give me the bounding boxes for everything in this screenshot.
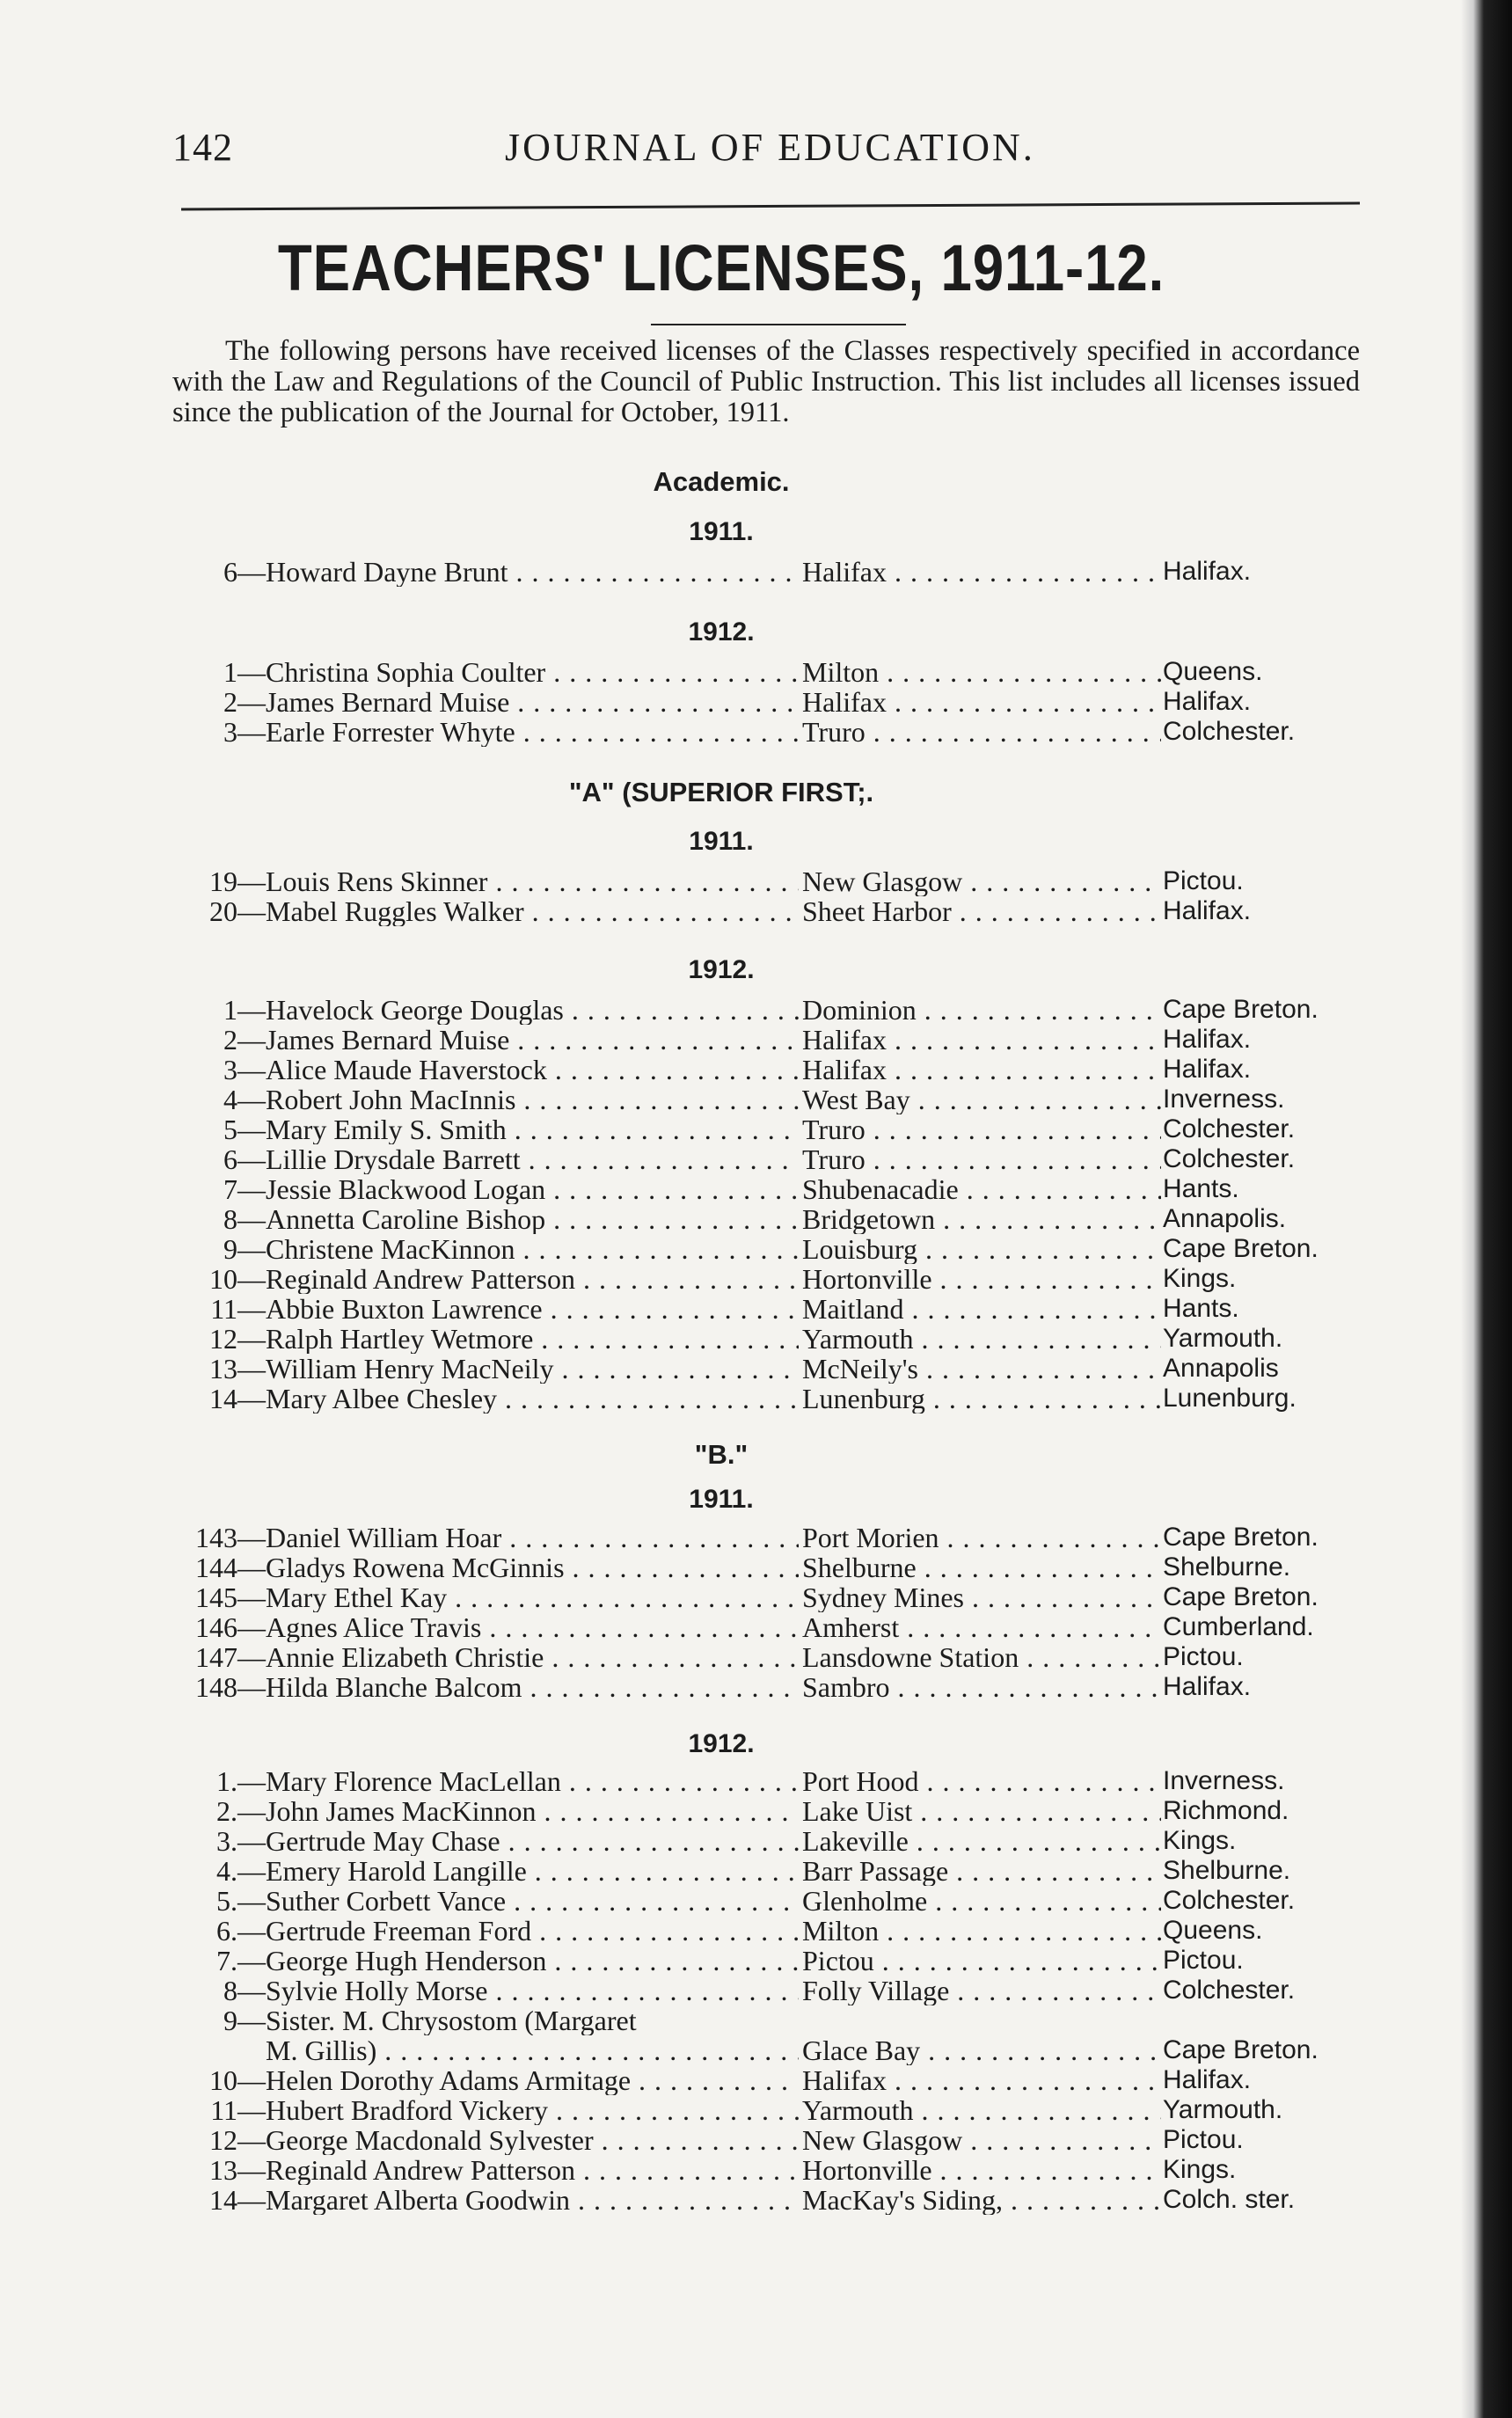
entry-county: Yarmouth. (1163, 2095, 1283, 2124)
teacher-name: Earle Forrester Whyte . . . (266, 717, 799, 747)
entry-place: MacKay's Siding, . . . (802, 2185, 1161, 2215)
year-heading: 1912. (688, 955, 755, 984)
year-heading: 1911. (689, 827, 754, 856)
list-item (0, 1324, 1372, 1354)
entry-place: New Glasgow . . . (802, 2125, 1161, 2155)
entry-place: Halifax . . . (802, 687, 1161, 717)
list-item (0, 1384, 1372, 1414)
entry-number: 4— (223, 1084, 266, 1115)
entry-place: Lake Uist . . . (802, 1796, 1161, 1826)
entry-place: Halifax . . . (802, 2065, 1161, 2095)
teacher-name: Emery Harold Langille . . . (266, 1856, 799, 1886)
list-item (0, 1642, 1372, 1672)
entry-place: Louisburg . . . (802, 1234, 1161, 1264)
teacher-name: Annetta Caroline Bishop . . . (266, 1204, 799, 1234)
entry-county: Hants. (1163, 1294, 1239, 1323)
entry-number: 2— (223, 686, 266, 718)
teacher-name: Alice Maude Haverstock . . . (266, 1055, 799, 1085)
entry-county: Halifax. (1163, 1055, 1252, 1084)
list-item (0, 1354, 1372, 1384)
list-item (0, 1946, 1372, 1976)
entry-place: Halifax . . . (802, 557, 1161, 587)
entry-number: 7— (223, 1173, 266, 1205)
list-item (0, 1025, 1372, 1055)
teacher-name: Mary Florence MacLellan . . . (266, 1766, 799, 1796)
teacher-name: Margaret Alberta Goodwin . . . (266, 2185, 799, 2215)
entry-county: Halifax. (1163, 1025, 1252, 1054)
entry-county: Colchester. (1163, 1114, 1296, 1143)
entry-place: McNeily's . . . (802, 1354, 1161, 1384)
entry-county: Pictou. (1163, 2125, 1244, 2154)
entry-number: 9— (223, 1233, 266, 1265)
list-item (0, 687, 1372, 717)
entry-number: 8— (223, 1975, 266, 2006)
entry-number: 6— (223, 1143, 266, 1175)
entry-county: Yarmouth. (1163, 1324, 1283, 1353)
entry-number: 5.— (216, 1885, 266, 1917)
page-number: 142 (172, 126, 233, 169)
list-item (0, 1204, 1372, 1234)
list-item (0, 896, 1372, 926)
entry-county: Halifax. (1163, 557, 1252, 586)
list-item (0, 1552, 1372, 1582)
entry-place: Shelburne . . . (802, 1552, 1161, 1582)
entry-number: 13— (209, 2154, 266, 2186)
teacher-name: Annie Elizabeth Christie . . . (266, 1642, 799, 1672)
list-item (0, 1294, 1372, 1324)
teacher-name: Jessie Blackwood Logan . . . (266, 1174, 799, 1204)
list-item (0, 1612, 1372, 1642)
teacher-name: Reginald Andrew Patterson . . . (266, 1264, 799, 1294)
entry-place: Port Hood . . . (802, 1766, 1161, 1796)
teacher-name: Robert John MacInnis . . . (266, 1085, 799, 1114)
entry-place: Truro . . . (802, 1114, 1161, 1144)
header-rule (181, 201, 1360, 210)
entry-place: Barr Passage . . . (802, 1856, 1161, 1886)
entry-county: Queens. (1163, 1916, 1263, 1945)
teacher-name: M. Gillis) . . . (266, 2035, 799, 2065)
list-item (0, 1766, 1372, 1796)
list-item (0, 2035, 1372, 2065)
list-item (0, 1916, 1372, 1946)
entry-county: Queens. (1163, 657, 1263, 686)
teacher-name: Abbie Buxton Lawrence . . . (266, 1294, 799, 1324)
entry-county: Cape Breton. (1163, 995, 1318, 1024)
list-item (0, 1976, 1372, 2005)
entry-place: Sambro . . . (802, 1672, 1161, 1702)
entry-place: Shubenacadie . . . (802, 1174, 1161, 1204)
entry-number: 5— (223, 1114, 266, 1145)
teacher-name: Mary Emily S. Smith . . . (266, 1114, 799, 1144)
entry-county: Cape Breton. (1163, 1523, 1318, 1552)
list-item (0, 2005, 1372, 2035)
entry-county: Pictou. (1163, 1946, 1244, 1975)
entry-place: Milton . . . (802, 1916, 1161, 1946)
teacher-name: Gertrude Freeman Ford . . . (266, 1916, 799, 1946)
list-item (0, 2095, 1372, 2125)
page-title: TEACHERS' LICENSES, 1911-12. (277, 231, 1165, 304)
journal-title: JOURNAL OF EDUCATION. (505, 126, 1035, 169)
entry-number: 3.— (216, 1825, 266, 1857)
year-heading: 1912. (688, 617, 755, 647)
list-item (0, 1264, 1372, 1294)
teacher-name: Havelock George Douglas . . . (266, 995, 799, 1025)
entry-number: 14— (209, 2184, 266, 2216)
teacher-name: Sister. M. Chrysostom (Margaret (266, 2005, 637, 2035)
entry-county: Shelburne. (1163, 1856, 1291, 1885)
entry-number: 8— (223, 1203, 266, 1235)
entry-place: Maitland . . . (802, 1294, 1161, 1324)
section-heading: "B." (694, 1439, 749, 1470)
list-item (0, 1796, 1372, 1826)
entry-place: Folly Village . . . (802, 1976, 1161, 2005)
entry-county: Halifax. (1163, 687, 1252, 716)
entry-place: Yarmouth . . . (802, 1324, 1161, 1354)
list-item (0, 2125, 1372, 2155)
entry-place: Dominion . . . (802, 995, 1161, 1025)
teacher-name: Reginald Andrew Patterson . . . (266, 2155, 799, 2185)
teacher-name: Lillie Drysdale Barrett . . . (266, 1144, 799, 1174)
entry-number: 1— (223, 656, 266, 688)
entry-place: Pictou . . . (802, 1946, 1161, 1976)
list-item (0, 1856, 1372, 1886)
entry-place: Yarmouth . . . (802, 2095, 1161, 2125)
entry-county: Inverness. (1163, 1085, 1285, 1114)
list-item (0, 866, 1372, 896)
teacher-name: Mary Ethel Kay . . . (266, 1582, 799, 1612)
teacher-name: Agnes Alice Travis . . . (266, 1612, 799, 1642)
entry-county: Shelburne. (1163, 1552, 1291, 1582)
teacher-name: George Hugh Henderson . . . (266, 1946, 799, 1976)
entry-place: Amherst . . . (802, 1612, 1161, 1642)
teacher-name: Daniel William Hoar . . . (266, 1523, 799, 1552)
entry-place: Milton . . . (802, 657, 1161, 687)
entry-number: 144— (195, 1552, 266, 1583)
teacher-name: Gertrude May Chase . . . (266, 1826, 799, 1856)
entry-number: 145— (195, 1582, 266, 1613)
teacher-name: Gladys Rowena McGinnis . . . (266, 1552, 799, 1582)
entry-county: Lunenburg. (1163, 1384, 1297, 1413)
entry-number: 1.— (216, 1765, 266, 1797)
section-heading: "A" (SUPERIOR FIRST;. (568, 777, 874, 807)
entry-county: Richmond. (1163, 1796, 1289, 1825)
teacher-name: George Macdonald Sylvester . . . (266, 2125, 799, 2155)
entry-county: Pictou. (1163, 1642, 1244, 1671)
teacher-name: James Bernard Muise . . . (266, 1025, 799, 1055)
entry-county: Colchester. (1163, 1144, 1296, 1173)
year-heading: 1911. (689, 1485, 754, 1514)
entry-county: Halifax. (1163, 1672, 1252, 1701)
entry-county: Colch. ster. (1163, 2185, 1296, 2214)
teacher-name: Sylvie Holly Morse . . . (266, 1976, 799, 2005)
teacher-name: Suther Corbett Vance . . . (266, 1886, 799, 1916)
entry-place: Lunenburg . . . (802, 1384, 1161, 1414)
entry-place: Glace Bay . . . (802, 2035, 1161, 2065)
entry-place: Sydney Mines . . . (802, 1582, 1161, 1612)
entry-number: 6.— (216, 1915, 266, 1947)
entry-number: 2— (223, 1024, 266, 1056)
entry-county: Halifax. (1163, 2065, 1252, 2094)
entry-county: Annapolis (1163, 1354, 1279, 1383)
entry-number: 20— (209, 895, 266, 927)
entry-number: 148— (195, 1671, 266, 1703)
list-item (0, 657, 1372, 687)
teacher-name: William Henry MacNeily . . . (266, 1354, 799, 1384)
entry-place: New Glasgow . . . (802, 866, 1161, 896)
intro-paragraph: The following persons have received licenses of the Classes respectively specified in accordance with the Law and Regulations of the Council of Public Instruction. This list includes all licenses issued since the publication of the Journal for October, 1911. (172, 335, 1360, 428)
teacher-name: James Bernard Muise . . . (266, 687, 799, 717)
entry-place: Lansdowne Station . . . (802, 1642, 1161, 1672)
entry-number: 2.— (216, 1795, 266, 1827)
entry-county: Inverness. (1163, 1766, 1285, 1795)
entry-place: Hortonville . . . (802, 1264, 1161, 1294)
entry-number: 10— (209, 2064, 266, 2096)
entry-place: Lakeville . . . (802, 1826, 1161, 1856)
entry-number: 4.— (216, 1855, 266, 1887)
list-item (0, 995, 1372, 1025)
entry-place: Port Morien . . . (802, 1523, 1161, 1552)
entry-number: 1— (223, 994, 266, 1026)
list-item (0, 1234, 1372, 1264)
entry-county: Colchester. (1163, 717, 1296, 746)
teacher-name: Hubert Bradford Vickery . . . (266, 2095, 799, 2125)
list-item (0, 1055, 1372, 1085)
entry-number: 12— (209, 2124, 266, 2156)
teacher-name: Ralph Hartley Wetmore . . . (266, 1324, 799, 1354)
entry-county: Annapolis. (1163, 1204, 1287, 1233)
entry-county: Cape Breton. (1163, 1234, 1318, 1263)
entry-number: 143— (195, 1522, 266, 1553)
entry-county: Hants. (1163, 1174, 1239, 1203)
entry-number: 6— (223, 556, 266, 588)
entry-number: 19— (209, 866, 266, 897)
entry-place: Bridgetown . . . (802, 1204, 1161, 1234)
list-item (0, 1826, 1372, 1856)
list-item (0, 1582, 1372, 1612)
year-heading: 1912. (688, 1729, 755, 1758)
entry-number: 146— (195, 1611, 266, 1643)
entry-number: 3— (223, 1054, 266, 1085)
list-item (0, 1174, 1372, 1204)
teacher-name: Mabel Ruggles Walker . . . (266, 896, 799, 926)
section-heading: Academic. (653, 466, 790, 497)
entry-number: 9— (223, 2005, 266, 2036)
teacher-name: Louis Rens Skinner . . . (266, 866, 799, 896)
list-item (0, 2185, 1372, 2215)
list-item (0, 1144, 1372, 1174)
entry-number: 7.— (216, 1945, 266, 1976)
teacher-name: Mary Albee Chesley . . . (266, 1384, 799, 1414)
entry-place: Truro . . . (802, 1144, 1161, 1174)
entry-number: 3— (223, 716, 266, 748)
teacher-name: Helen Dorothy Adams Armitage . . . (266, 2065, 799, 2095)
list-item (0, 1886, 1372, 1916)
page-edge-shadow (1461, 0, 1512, 2418)
entry-county: Cape Breton. (1163, 2035, 1318, 2064)
entry-place: Sheet Harbor . . . (802, 896, 1161, 926)
list-item (0, 1523, 1372, 1552)
entry-county: Cumberland. (1163, 1612, 1314, 1641)
list-item (0, 557, 1372, 587)
entry-number: 11— (210, 1293, 266, 1325)
entry-place: Truro . . . (802, 717, 1161, 747)
entry-place: Halifax . . . (802, 1055, 1161, 1085)
teacher-name: John James MacKinnon . . . (266, 1796, 799, 1826)
teacher-name: Hilda Blanche Balcom . . . (266, 1672, 799, 1702)
entry-number: 13— (209, 1353, 266, 1384)
year-heading: 1911. (689, 517, 754, 546)
entry-place: West Bay . . . (802, 1085, 1161, 1114)
list-item (0, 717, 1372, 747)
teacher-name: Howard Dayne Brunt . . . (266, 557, 799, 587)
list-item (0, 1085, 1372, 1114)
entry-place: Halifax . . . (802, 1025, 1161, 1055)
list-item (0, 2065, 1372, 2095)
running-header (172, 125, 1360, 178)
entry-county: Kings. (1163, 1826, 1237, 1855)
entry-county: Cape Breton. (1163, 1582, 1318, 1611)
entry-county: Halifax. (1163, 896, 1252, 925)
entry-place: Hortonville . . . (802, 2155, 1161, 2185)
entry-number: 12— (209, 1323, 266, 1355)
teacher-name: Christina Sophia Coulter . . . (266, 657, 799, 687)
entry-county: Pictou. (1163, 866, 1244, 895)
list-item (0, 2155, 1372, 2185)
entry-number: 147— (195, 1641, 266, 1673)
title-rule (651, 324, 906, 325)
entry-number: 11— (210, 2094, 266, 2126)
entry-county: Kings. (1163, 1264, 1237, 1293)
entry-county: Colchester. (1163, 1976, 1296, 2005)
teacher-name: Christene MacKinnon . . . (266, 1234, 799, 1264)
entry-county: Kings. (1163, 2155, 1237, 2184)
entry-place: Glenholme . . . (802, 1886, 1161, 1916)
list-item (0, 1672, 1372, 1702)
entry-number: 14— (209, 1383, 266, 1414)
list-item (0, 1114, 1372, 1144)
entry-county: Colchester. (1163, 1886, 1296, 1915)
entry-number: 10— (209, 1263, 266, 1295)
